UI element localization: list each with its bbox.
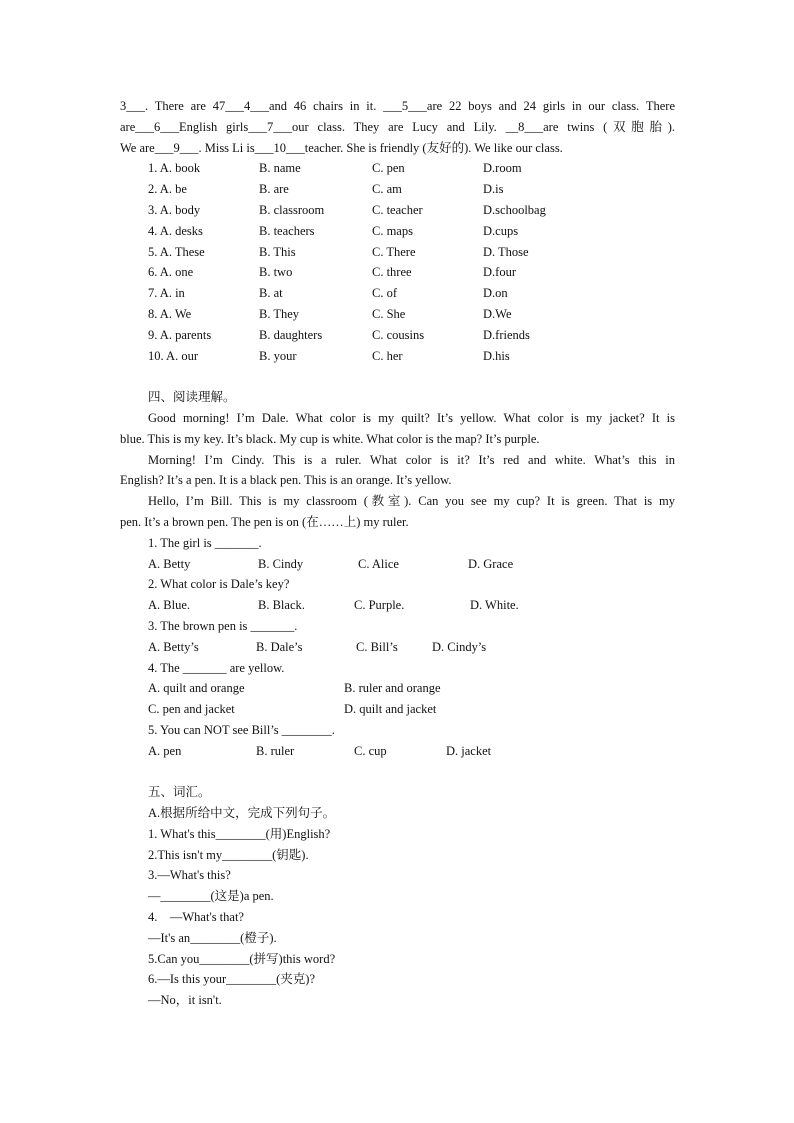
option-d[interactable]: D.room (483, 161, 522, 176)
option-d[interactable]: D. White. (470, 598, 519, 613)
option-c[interactable]: C. pen and jacket (148, 702, 235, 717)
option-d[interactable]: D.four (483, 265, 516, 280)
option-b[interactable]: B. are (259, 182, 289, 197)
option-d[interactable]: D.cups (483, 223, 519, 238)
cloze-options (120, 158, 675, 366)
option-a[interactable]: A. Betty’s (148, 639, 199, 654)
option-d[interactable]: D.We (483, 306, 512, 321)
cloze-line-3: We are___9___. Miss Li is___10___teacher. She is friendly (友好的). We like our class. (120, 140, 563, 155)
option-row (120, 346, 675, 367)
passage-bill-line-1: Hello, I’m Bill. This is my classroom (教室). Can you see my cup? It is green. That is my (148, 494, 675, 509)
answer-row-4a (120, 678, 675, 699)
cloze-line-2: are___6___English girls___7___our class. They are Lucy and Lily. __8___are twins (双胞胎). (120, 119, 675, 134)
option-b[interactable]: B. teachers (259, 223, 315, 238)
option-b[interactable]: B. your (259, 348, 297, 363)
vocab-line: 3.—What's this? (148, 868, 231, 883)
vocab-line: —No，it isn't. (148, 993, 222, 1008)
option-row (120, 158, 675, 179)
option-a[interactable]: 2. A. be (148, 182, 187, 197)
option-c[interactable]: C. There (372, 244, 416, 259)
option-a[interactable]: A. pen (148, 743, 182, 758)
vocab-line: 1. What's this________(用)English? (148, 826, 331, 841)
passage-cindy-line-2: English? It’s a pen. It is a black pen. This is an orange. It’s yellow. (120, 473, 452, 488)
option-c[interactable]: C. Purple. (354, 598, 405, 613)
option-c[interactable]: C. teacher (372, 202, 423, 217)
vocab-line: 6.—Is this your________(夹克)? (148, 972, 315, 987)
option-d[interactable]: D. Those (483, 244, 529, 259)
option-d[interactable]: D. quilt and jacket (344, 702, 437, 717)
option-b[interactable]: B. daughters (259, 327, 323, 342)
option-c[interactable]: C. Bill’s (356, 639, 398, 654)
passage-bill-line-2: pen. It’s a brown pen. The pen is on (在……上) my ruler. (120, 514, 409, 529)
answer-row-2 (120, 595, 675, 616)
option-b[interactable]: B. at (259, 286, 283, 301)
option-b[interactable]: B. Dale’s (256, 639, 303, 654)
option-row (120, 221, 675, 242)
passage-cindy-line-1: Morning! I’m Cindy. This is a ruler. What color is it? It’s red and white. What’s this in (148, 452, 675, 467)
option-c[interactable]: C. cousins (372, 327, 425, 342)
question-5: 5. You can NOT see Bill’s ________. (148, 722, 335, 737)
vocab-line: —It's an________(橙子). (148, 930, 277, 945)
option-c[interactable]: C. her (372, 348, 403, 363)
option-row (120, 200, 675, 221)
option-a[interactable]: A. Betty (148, 556, 191, 571)
option-b[interactable]: B. They (259, 306, 300, 321)
option-b[interactable]: B. This (259, 244, 296, 259)
option-d[interactable]: D. jacket (446, 743, 492, 758)
option-row (120, 262, 675, 283)
option-row (120, 179, 675, 200)
option-c[interactable]: C. three (372, 265, 412, 280)
option-b[interactable]: B. ruler and orange (344, 681, 441, 696)
option-b[interactable]: B. name (259, 161, 301, 176)
option-a[interactable]: 8. A. We (148, 306, 192, 321)
section-heading-vocab: 五、词汇。 (148, 785, 211, 800)
option-row (120, 325, 675, 346)
question-4: 4. The _______ are yellow. (148, 660, 285, 675)
answer-row-5 (120, 741, 675, 762)
option-a[interactable]: 4. A. desks (148, 223, 203, 238)
option-b[interactable]: B. classroom (259, 202, 325, 217)
option-c[interactable]: C. She (372, 306, 406, 321)
cloze-line-1: 3___. There are 47___4___and 46 chairs in it. ___5___are 22 boys and 24 girls in our class. There (120, 99, 675, 113)
option-c[interactable]: C. am (372, 182, 402, 197)
answer-row-3 (120, 637, 675, 658)
passage-dale-line-2: blue. This is my key. It’s black. My cup is white. What color is the map? It’s purple. (120, 431, 540, 446)
option-b[interactable]: B. ruler (256, 743, 295, 758)
answer-row-1 (120, 554, 675, 575)
option-b[interactable]: B. Cindy (258, 556, 304, 571)
option-row (120, 283, 675, 304)
section-heading-reading: 四、阅读理解。 (148, 390, 236, 405)
vocab-instruction: A.根据所给中文，完成下列句子。 (148, 806, 336, 821)
option-a[interactable]: 3. A. body (148, 202, 201, 217)
answer-row-4b (120, 699, 675, 720)
option-d[interactable]: D.friends (483, 327, 530, 342)
option-b[interactable]: B. Black. (258, 598, 305, 613)
option-a[interactable]: A. Blue. (148, 598, 191, 613)
option-a[interactable]: 9. A. parents (148, 327, 212, 342)
vocab-line: 2.This isn't my________(钥匙). (148, 847, 309, 862)
option-a[interactable]: 10. A. our (148, 348, 198, 363)
option-a[interactable]: 5. A. These (148, 244, 205, 259)
passage-dale-line-1: Good morning! I’m Dale. What color is my quilt? It’s yellow. What color is my jacket? It is (148, 410, 675, 425)
option-d[interactable]: D.schoolbag (483, 202, 546, 217)
option-d[interactable]: D. Grace (468, 556, 514, 571)
option-a[interactable]: 1. A. book (148, 161, 201, 176)
option-d[interactable]: D.his (483, 348, 510, 363)
option-c[interactable]: C. maps (372, 223, 413, 238)
option-c[interactable]: C. pen (372, 161, 405, 176)
option-a[interactable]: 6. A. one (148, 265, 194, 280)
option-row (120, 242, 675, 263)
worksheet-page (120, 96, 675, 1011)
option-row (120, 304, 675, 325)
option-c[interactable]: C. cup (354, 743, 387, 758)
option-d[interactable]: D. Cindy’s (432, 639, 487, 654)
option-a[interactable]: 7. A. in (148, 286, 185, 301)
option-d[interactable]: D.on (483, 286, 508, 301)
option-c[interactable]: C. of (372, 286, 397, 301)
vocab-line: —________(这是)a pen. (148, 889, 274, 904)
vocab-line: 4. —What's that? (148, 910, 244, 925)
option-b[interactable]: B. two (259, 265, 293, 280)
question-2: 2. What color is Dale’s key? (148, 577, 290, 592)
vocab-line: 5.Can you________(拼写)this word? (148, 951, 336, 966)
question-3: 3. The brown pen is _______. (148, 618, 298, 633)
question-1: 1. The girl is _______. (148, 535, 262, 550)
option-c[interactable]: C. Alice (358, 556, 399, 571)
option-d[interactable]: D.is (483, 182, 504, 197)
option-a[interactable]: A. quilt and orange (148, 681, 245, 696)
